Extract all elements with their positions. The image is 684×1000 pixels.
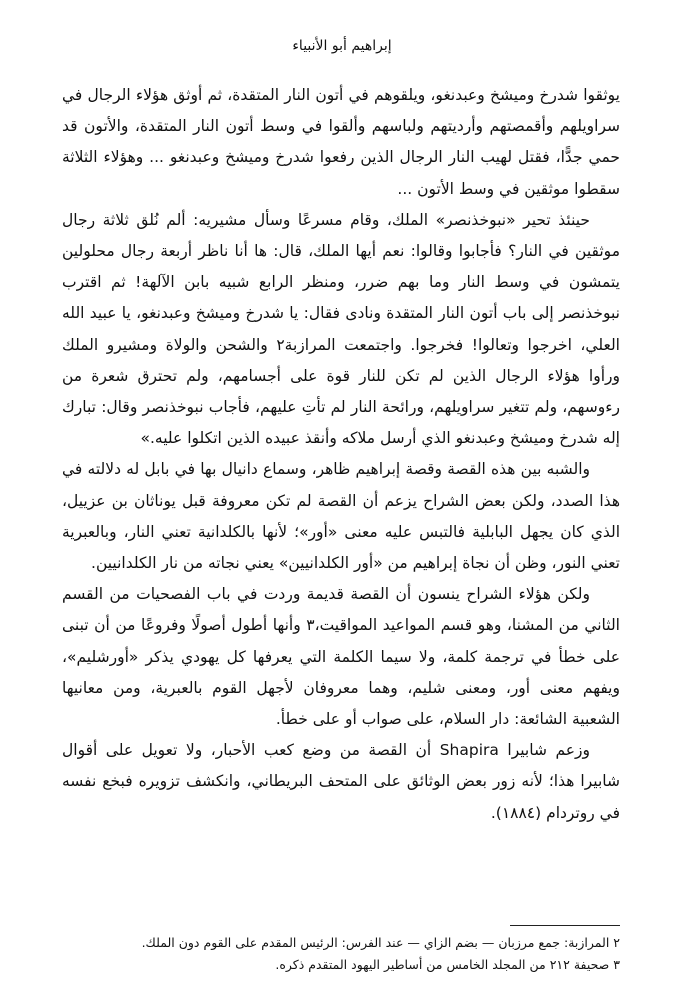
footnotes — [60, 932, 620, 976]
body-text — [62, 80, 620, 829]
footnote-3: ٣ صحيفة ٢١٢ من المجلد الخامس من أساطير اليهود المتقدم ذكره. — [275, 957, 620, 972]
footnote-2: ٢ المرازبة: جمع مرزبان — بضم الزاي — عند الفرس: الرئيس المقدم على القوم دون الملك. — [141, 935, 620, 950]
footnote-divider — [510, 925, 620, 926]
paragraph-2: حينئذ تحير «نبوخذنصر» الملك، وقام مسرعًا وسأل مشيريه: ألم نُلق ثلاثة رجال موثقين في النار؟ فأجابوا وقالوا: نعم أيها الملك، قال: ها أنا ناظر أربعة رجال محلولين يتمشون في وسط النار وما بهم ضرر، ومنظر الرابع شبيه بابن الآلهة! ثم اقترب نبوخذنصر إلى باب أتون النار المتقدة ونادى فقال: يا شدرخ وميشخ وعبدنغو، يا عبيد الله العلي، اخرجوا وتعالوا! فخرجوا. واجتمعت المرازبة٢ والشحن والولاة ومشيرو الملك ورأوا هؤلاء الرجال الذين لم تكن للنار قوة على أجسامهم، ولم تحترق شعرة من رءوسهم، ولم تتغير سراويلهم، ورائحة النار لم تأتِ عليهم، فأجاب نبوخذنصر وقال: تبارك إله شدرخ وميشخ وعبدنغو الذي أرسل ملاكه وأنقذ عبيده الذين اتكلوا عليه.» — [62, 210, 620, 448]
paragraph-5: وزعم شابيرا Shapira أن القصة من وضع كعب الأحبار، ولا تعويل على أقوال شابيرا هذا؛ لأنه زور بعض الوثائق على المتحف البريطاني، وانكشف تزويره فبخع نفسه في روتردام (١٨٨٤). — [62, 741, 620, 822]
paragraph-1: يوثقوا شدرخ وميشخ وعبدنغو، ويلقوهم في أتون النار المتقدة، ثم أوثق هؤلاء الرجال في سراويلهم وأقمصتهم وأرديتهم ولباسهم وألقوا في وسط أتون النار المتقدة، والأتون قد حمي جدًّا، فقتل لهيب النار الرجال الذين رفعوا شدرخ وميشخ وعبدنغو ... وهؤلاء الثلاثة سقطوا موثقين في وسط الأتون ... — [62, 86, 620, 198]
paragraph-3: والشبه بين هذه القصة وقصة إبراهيم ظاهر، وسماع دانيال بها في بابل له دلالته في هذا الصدد، ولكن بعض الشراح يزعم أن القصة لم تكن معروفة قبل يوناثان بن عزييل، الذي كان يجهل البابلية فالتبس عليه معنى «أور»؛ لأنها بالكلدانية تعني النار، وبالعبرية تعني النور، وظن أن نجاة إبراهيم من «أور الكلدانيين» يعني نجاته من نار الكلدانيين. — [62, 460, 620, 573]
paragraph-4: ولكن هؤلاء الشراح ينسون أن القصة قديمة وردت في باب الفصحيات من القسم الثاني من المشنا، وهو قسم المواعيد المواقيت،٣ وأنها أطول أصولًا وفروعًا من أن تبنى على خطأ في ترجمة كلمة، ولا سيما الكلمة التي يعرفها كل يهودي يذكر «أورشليم»، ويفهم معنى أور، ومعنى شليم، وهما معروفان لأجهل القوم بالعبرية، ومن معانيها الشعبية الشائعة: دار السلام، على صواب أو على خطأ. — [62, 585, 620, 729]
running-header: إبراهيم أبو الأنبياء — [292, 38, 392, 54]
